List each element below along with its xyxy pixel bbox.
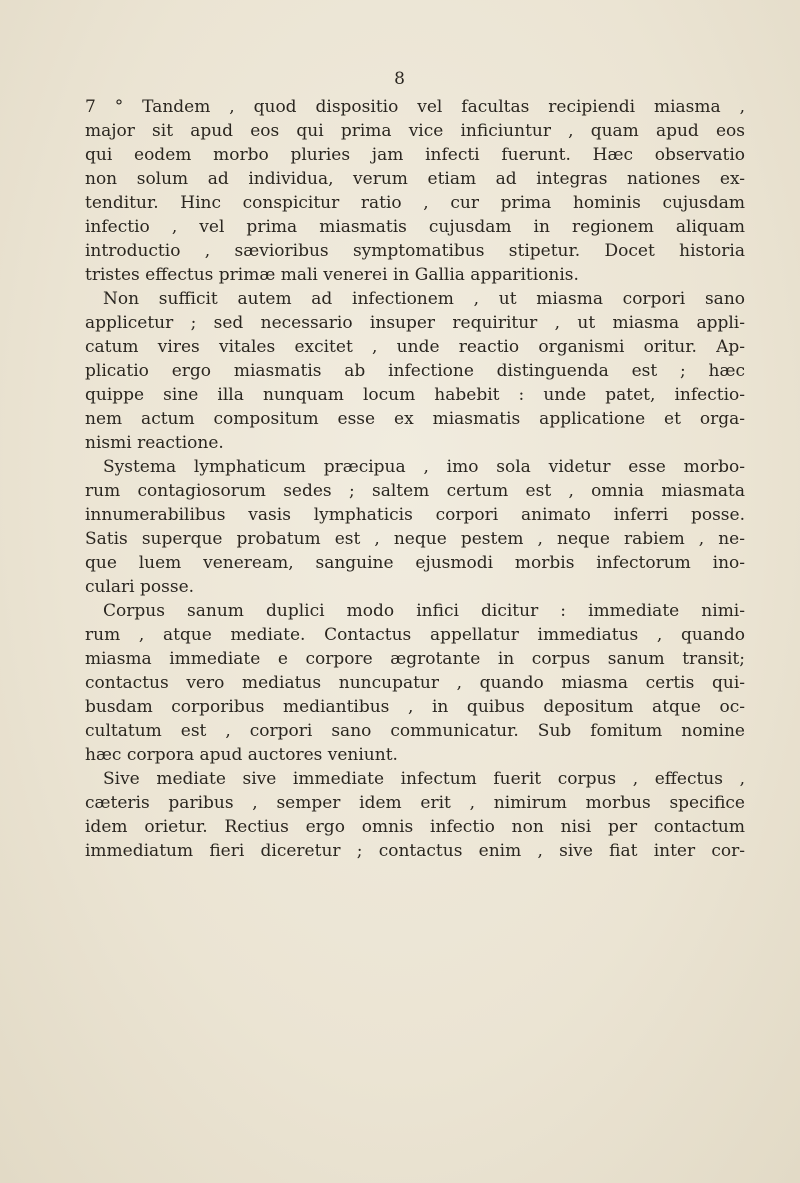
text-line: idem orietur. Rectius ergo omnis infectio non nisi per contactum (85, 817, 745, 837)
text-line: immediatum fieri diceretur ; contactus enim , sive fiat inter cor- (85, 841, 745, 861)
paragraph (85, 767, 745, 863)
text-line: Sive mediate sive immediate infectum fuerit corpus , effectus , (103, 769, 745, 789)
text-line: innumerabilibus vasis lymphaticis corpori animato inferri posse. (85, 505, 745, 525)
page-number: 8 (394, 69, 406, 89)
text-line: cæteris paribus , semper idem erit , nimirum morbus specifice (85, 793, 745, 813)
text-line: cultatum est , corpori sano communicatur. Sub fomitum nomine (85, 721, 745, 741)
text-line: non solum ad individua, verum etiam ad integras nationes ex- (85, 169, 745, 189)
text-line: tenditur. Hinc conspicitur ratio , cur prima hominis cujusdam (85, 193, 745, 213)
paragraph (85, 599, 745, 767)
text-line: quippe sine illa nunquam locum habebit : unde patet, infectio- (85, 385, 745, 405)
text-line: culari posse. (85, 577, 195, 597)
text-line: que luem veneream, sanguine ejusmodi morbis infectorum ino- (85, 553, 745, 573)
text-line: contactus vero mediatus nuncupatur , quando miasma certis qui- (85, 673, 745, 693)
paragraph (85, 287, 745, 455)
text-line: miasma immediate e corpore ægrotante in corpus sanum transit; (85, 649, 745, 669)
text-line: Non sufficit autem ad infectionem , ut miasma corpori sano (103, 289, 745, 309)
text-line: nismi reactione. (85, 433, 224, 453)
text-line: Corpus sanum duplici modo infici dicitur : immediate nimi- (103, 601, 745, 621)
text-line: infectio , vel prima miasmatis cujusdam in regionem aliquam (85, 217, 745, 237)
text-line: plicatio ergo miasmatis ab infectione distinguenda est ; hæc (85, 361, 745, 381)
text-line: introductio , sævioribus symptomatibus stipetur. Docet historia (85, 241, 745, 261)
text-line: rum , atque mediate. Contactus appellatur immediatus , quando (85, 625, 745, 645)
text-line: major sit apud eos qui prima vice inficiuntur , quam apud eos (85, 121, 745, 141)
text-line: 7 ° Tandem , quod dispositio vel facultas recipiendi miasma , (85, 97, 745, 117)
text-line: nem actum compositum esse ex miasmatis applicatione et orga- (85, 409, 745, 429)
text-line: catum vires vitales excitet , unde reactio organismi oritur. Ap- (85, 337, 745, 357)
text-line: hæc corpora apud auctores veniunt. (85, 745, 398, 765)
body-text (85, 95, 745, 863)
paragraph (85, 455, 745, 599)
text-line: applicetur ; sed necessario insuper requiritur , ut miasma appli- (85, 313, 745, 333)
text-line: Satis superque probatum est , neque pestem , neque rabiem , ne- (85, 529, 745, 549)
paragraph (85, 95, 745, 287)
text-line: busdam corporibus mediantibus , in quibus depositum atque oc- (85, 697, 745, 717)
text-line: qui eodem morbo pluries jam infecti fuerunt. Hæc observatio (85, 145, 745, 165)
text-line: rum contagiosorum sedes ; saltem certum est , omnia miasmata (85, 481, 745, 501)
text-line: tristes effectus primæ mali venerei in Gallia apparitionis. (85, 265, 579, 285)
text-line: Systema lymphaticum præcipua , imo sola videtur esse morbo- (103, 457, 745, 477)
